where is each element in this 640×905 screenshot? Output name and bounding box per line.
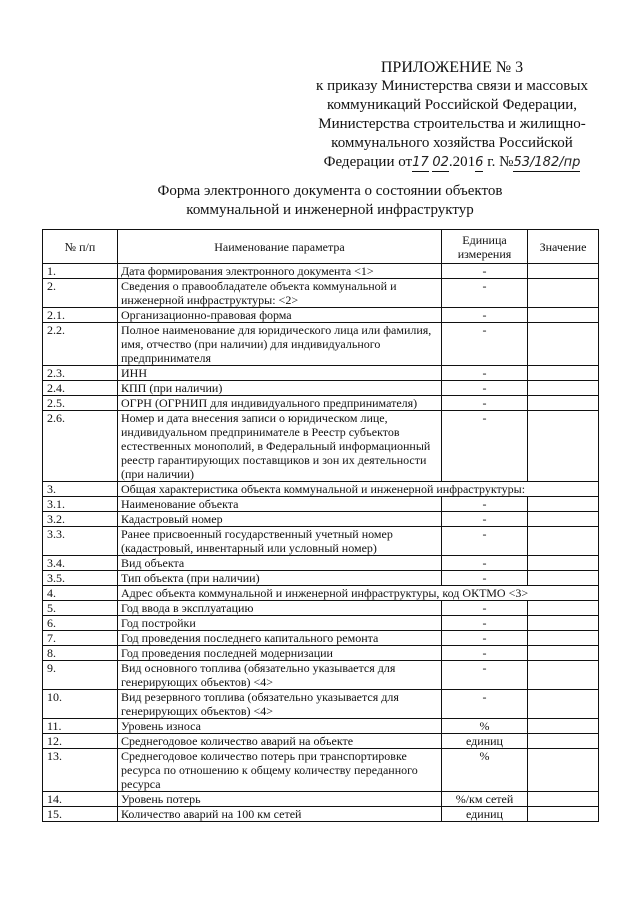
table-row bbox=[43, 497, 599, 512]
row-unit: - bbox=[442, 556, 528, 571]
row-param-name: Вид основного топлива (обязательно указывается для генерирующих объектов) <4> bbox=[118, 661, 442, 690]
row-param-name: Номер и дата внесения записи о юридическом лице, индивидуальном предпринимателе в Реестр субъектов естественных монополий, в Федеральный информационный реестр гарантирующих поставщиков и зон их деятельности (при наличии) bbox=[118, 411, 442, 482]
row-unit: - bbox=[442, 571, 528, 586]
table-row bbox=[43, 792, 599, 807]
row-unit: - bbox=[442, 527, 528, 556]
row-num: 3.2. bbox=[43, 512, 118, 527]
row-value bbox=[528, 279, 599, 308]
date-month: 02 bbox=[432, 155, 449, 170]
appendix-line-4: коммунального хозяйства Российской bbox=[331, 135, 573, 151]
row-value bbox=[528, 512, 599, 527]
appendix-line-1: к приказу Министерства связи и массовых bbox=[316, 78, 588, 94]
table-row bbox=[43, 512, 599, 527]
row-param-name: Количество аварий на 100 км сетей bbox=[118, 807, 442, 822]
row-param-name: Дата формирования электронного документа <1> bbox=[118, 264, 442, 279]
table-row bbox=[43, 661, 599, 690]
row-value bbox=[528, 381, 599, 396]
table-row bbox=[43, 411, 599, 482]
date-prefix: Федерации от bbox=[323, 154, 413, 170]
row-value bbox=[528, 556, 599, 571]
row-param-name: ОГРН (ОГРНИП для индивидуального предпринимателя) bbox=[118, 396, 442, 411]
row-unit: - bbox=[442, 497, 528, 512]
table-row bbox=[43, 366, 599, 381]
row-value bbox=[528, 749, 599, 792]
row-value bbox=[528, 719, 599, 734]
row-num: 6. bbox=[43, 616, 118, 631]
row-unit: - bbox=[442, 264, 528, 279]
table-row bbox=[43, 749, 599, 792]
form-title bbox=[60, 182, 600, 220]
row-param-name: Тип объекта (при наличии) bbox=[118, 571, 442, 586]
table-row bbox=[43, 586, 599, 601]
row-num: 1. bbox=[43, 264, 118, 279]
row-value bbox=[528, 366, 599, 381]
row-value bbox=[528, 792, 599, 807]
row-num: 8. bbox=[43, 646, 118, 661]
row-value bbox=[528, 661, 599, 690]
order-number: 53/182/пр bbox=[513, 155, 581, 170]
row-param-name: Ранее присвоенный государственный учетный номер (кадастровый, инвентарный или условный номер) bbox=[118, 527, 442, 556]
row-param-name: Полное наименование для юридического лица или фамилия, имя, отчество (при наличии) для индивидуального предпринимателя bbox=[118, 323, 442, 366]
row-param-name: Сведения о правообладателе объекта коммунальной и инженерной инфраструктуры: <2> bbox=[118, 279, 442, 308]
row-value bbox=[528, 807, 599, 822]
row-param-name: Среднегодовое количество аварий на объекте bbox=[118, 734, 442, 749]
row-param-name: Уровень износа bbox=[118, 719, 442, 734]
row-num: 9. bbox=[43, 661, 118, 690]
appendix-line-3: Министерства строительства и жилищно- bbox=[318, 116, 586, 132]
row-param-name: Вид резервного топлива (обязательно указывается для генерирующих объектов) <4> bbox=[118, 690, 442, 719]
row-num: 2.5. bbox=[43, 396, 118, 411]
table-row bbox=[43, 527, 599, 556]
row-value bbox=[528, 527, 599, 556]
row-num: 15. bbox=[43, 807, 118, 822]
row-param-name: Вид объекта bbox=[118, 556, 442, 571]
row-num: 3.5. bbox=[43, 571, 118, 586]
row-value bbox=[528, 690, 599, 719]
row-unit: - bbox=[442, 512, 528, 527]
row-value bbox=[528, 323, 599, 366]
row-param-name: Адрес объекта коммунальной и инженерной инфраструктуры, код ОКТМО <3> bbox=[118, 586, 599, 601]
row-unit: - bbox=[442, 661, 528, 690]
row-value bbox=[528, 734, 599, 749]
row-param-name: Год проведения последней модернизации bbox=[118, 646, 442, 661]
row-num: 14. bbox=[43, 792, 118, 807]
header-num: № п/п bbox=[43, 230, 118, 264]
row-param-name: Год ввода в эксплуатацию bbox=[118, 601, 442, 616]
row-num: 10. bbox=[43, 690, 118, 719]
row-unit: % bbox=[442, 719, 528, 734]
row-unit: - bbox=[442, 308, 528, 323]
row-num: 3. bbox=[43, 482, 118, 497]
appendix-title: ПРИЛОЖЕНИЕ № 3 bbox=[380, 59, 524, 76]
row-param-name: Кадастровый номер bbox=[118, 512, 442, 527]
row-value bbox=[528, 497, 599, 512]
row-value bbox=[528, 631, 599, 646]
table-row bbox=[43, 279, 599, 308]
header-name: Наименование параметра bbox=[118, 230, 442, 264]
row-param-name: Наименование объекта bbox=[118, 497, 442, 512]
row-param-name: ИНН bbox=[118, 366, 442, 381]
row-param-name: КПП (при наличии) bbox=[118, 381, 442, 396]
row-unit: - bbox=[442, 366, 528, 381]
row-unit: %/км сетей bbox=[442, 792, 528, 807]
table-row bbox=[43, 264, 599, 279]
row-num: 7. bbox=[43, 631, 118, 646]
header-value: Значение bbox=[528, 230, 599, 264]
table-row bbox=[43, 631, 599, 646]
table-row bbox=[43, 734, 599, 749]
table-row bbox=[43, 719, 599, 734]
row-unit: - bbox=[442, 690, 528, 719]
row-param-name: Год постройки bbox=[118, 616, 442, 631]
row-value bbox=[528, 571, 599, 586]
row-num: 2. bbox=[43, 279, 118, 308]
row-num: 2.1. bbox=[43, 308, 118, 323]
row-num: 2.4. bbox=[43, 381, 118, 396]
table-row bbox=[43, 601, 599, 616]
table-body bbox=[43, 264, 599, 822]
date-day: 17 bbox=[412, 155, 429, 170]
row-param-name: Организационно-правовая форма bbox=[118, 308, 442, 323]
row-param-name: Общая характеристика объекта коммунальной и инженерной инфраструктуры: bbox=[118, 482, 599, 497]
row-unit: - bbox=[442, 279, 528, 308]
table-row bbox=[43, 690, 599, 719]
row-unit: % bbox=[442, 749, 528, 792]
table-row bbox=[43, 556, 599, 571]
row-unit: - bbox=[442, 323, 528, 366]
row-unit: единиц bbox=[442, 807, 528, 822]
row-value bbox=[528, 308, 599, 323]
table-row bbox=[43, 616, 599, 631]
row-unit: - bbox=[442, 616, 528, 631]
row-unit: - bbox=[442, 381, 528, 396]
row-num: 11. bbox=[43, 719, 118, 734]
row-num: 2.2. bbox=[43, 323, 118, 366]
row-unit: - bbox=[442, 601, 528, 616]
appendix-date-line bbox=[292, 153, 612, 172]
date-year-digit: 6 bbox=[475, 155, 484, 170]
row-param-name: Год проведения последнего капитального ремонта bbox=[118, 631, 442, 646]
row-value bbox=[528, 601, 599, 616]
table-row bbox=[43, 807, 599, 822]
row-num: 2.6. bbox=[43, 411, 118, 482]
row-value bbox=[528, 646, 599, 661]
row-value bbox=[528, 396, 599, 411]
row-num: 3.4. bbox=[43, 556, 118, 571]
form-title-line-2: коммунальной и инженерной инфраструктур bbox=[186, 202, 474, 218]
row-num: 13. bbox=[43, 749, 118, 792]
row-num: 4. bbox=[43, 586, 118, 601]
header-unit: Единица измерения bbox=[442, 230, 528, 264]
table-row bbox=[43, 323, 599, 366]
row-unit: - bbox=[442, 646, 528, 661]
date-year-suffix: г. № bbox=[483, 154, 514, 170]
row-value bbox=[528, 264, 599, 279]
table-row bbox=[43, 396, 599, 411]
table-row bbox=[43, 646, 599, 661]
table-row bbox=[43, 308, 599, 323]
table-header-row bbox=[43, 230, 599, 264]
row-unit: единиц bbox=[442, 734, 528, 749]
row-num: 2.3. bbox=[43, 366, 118, 381]
row-value bbox=[528, 616, 599, 631]
row-num: 5. bbox=[43, 601, 118, 616]
row-unit: - bbox=[442, 411, 528, 482]
table-row bbox=[43, 482, 599, 497]
table-row bbox=[43, 571, 599, 586]
row-num: 12. bbox=[43, 734, 118, 749]
form-title-line-1: Форма электронного документа о состоянии объектов bbox=[157, 183, 503, 199]
row-num: 3.3. bbox=[43, 527, 118, 556]
row-unit: - bbox=[442, 396, 528, 411]
row-param-name: Среднегодовое количество потерь при транспортировке ресурса по отношению к общему количеству переданного ресурса bbox=[118, 749, 442, 792]
row-num: 3.1. bbox=[43, 497, 118, 512]
appendix-block bbox=[292, 58, 612, 172]
appendix-line-2: коммуникаций Российской Федерации, bbox=[326, 97, 578, 113]
row-param-name: Уровень потерь bbox=[118, 792, 442, 807]
table-row bbox=[43, 381, 599, 396]
row-value bbox=[528, 411, 599, 482]
row-unit: - bbox=[442, 631, 528, 646]
parameters-table bbox=[42, 229, 599, 822]
date-year-prefix: .201 bbox=[448, 154, 476, 170]
